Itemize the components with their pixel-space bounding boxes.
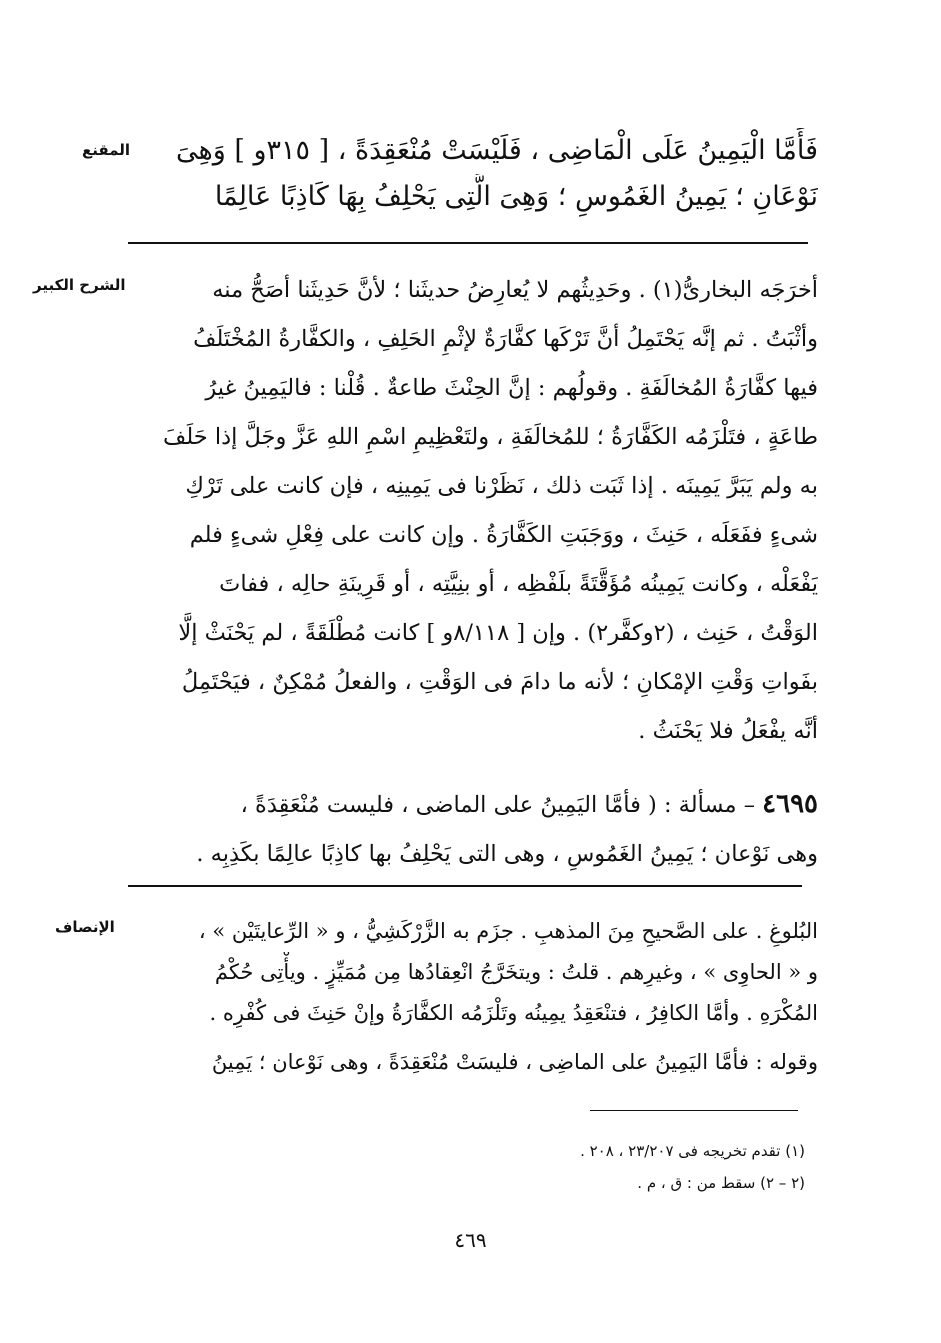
footnote-divider (590, 1110, 798, 1111)
sharh-line: طاعَةٍ ، فتَلْزَمُه الكَفَّارَةُ ؛ للمُخالَفَةِ ، ولتَعْظِيمِ اسْمِ اللهِ عَزَّ وجَلَّ إذا حَلَفَ (163, 424, 818, 450)
sharh-line: بفَواتِ وَقْتِ الإمْكانِ ؛ لأنه ما دامَ فى الوَقْتِ ، والفعلُ مُمْكِنٌ ، فيَحْتَمِلُ (181, 669, 818, 695)
masala-number: ٤٦٩٥ (762, 789, 818, 819)
masala-line: وهى نَوْعان ؛ يَمِينُ الغَمُوسِ ، وهى التى يَحْلِفُ بها كاذِبًا عالِمًا بكَذِبِه . (196, 841, 818, 867)
sharh-line: وأثْبَتُ . ثم إنَّه يَحْتَمِلُ أنَّ تَرْكَها كفَّارَةٌ لإثْمِ الحَلِفِ ، والكفَّارةُ المُخْتَلَفُ (193, 326, 818, 352)
sharh-line: الوَقْتُ ، حَنِث ، (٢وكفَّر٢) . وإن [ ٨/١١٨و ] كانت مُطْلَقَةً ، لم يَحْنَثْ إلَّا (178, 620, 818, 646)
insaf-line: المُكْرَهِ . وأمَّا الكافِرُ ، فتنْعَقِدُ يمِينُه وتَلْزَمُه الكفَّارَةُ وإنْ حَنِثَ فى كُفْرِه . (209, 1001, 818, 1025)
matn-line: نَوْعَانِ ؛ يَمِينُ الغَمُوسِ ؛ وَهِىَ الَّتِى يَحْلِفُ بِهَا كَاذِبًا عَالِمًا (214, 181, 818, 212)
insaf-line: البُلوغِ . على الصَّحيحِ مِنَ المذهبِ . جزَم به الزَّرْكَشِيُّ ، و « الرِّعايتَيْن » ، (198, 919, 818, 943)
insaf-divider (128, 885, 802, 887)
page-number: ٤٦٩ (454, 1228, 487, 1252)
masala-block (128, 780, 818, 879)
sharh-line: أخرَجَه البخارىُّ(١) . وحَدِيثُهم لا يُعارِضُ حديثَنا ؛ لأنَّ حَدِيثَنا أصَحُّ منه (212, 277, 818, 303)
footnotes (380, 1135, 805, 1199)
footnote: (١) تقدم تخريجه فى ٢٣/٢٠٧ ، ٢٠٨ . (580, 1142, 805, 1160)
sharh-block (128, 266, 818, 756)
masala-line (128, 780, 818, 830)
matn-block (128, 128, 818, 220)
label-muqni: المقنع (82, 141, 130, 159)
matn-line: فَأَمَّا الْيَمِينُ عَلَى الْمَاضِى ، فَلَيْسَتْ مُنْعَقِدَةً ، [ ٣١٥و ] وَهِىَ (175, 135, 818, 166)
masala-text: – مسألة : ( فأمَّا اليَمِينُ على الماضى ، فليست مُنْعَقِدَةً ، (240, 792, 755, 818)
label-insaf: الإنصاف (55, 918, 115, 936)
sharh-line: شىءٍ ففَعَلَه ، حَنِثَ ، ووَجَبَتِ الكَفَّارَةُ . وإن كانت على فِعْلِ شىءٍ فلم (189, 522, 818, 548)
footnote: (٢ – ٢) سقط من : ق ، م . (637, 1174, 805, 1192)
sharh-line: يَفْعَلْه ، وكانت يَمِينُه مُؤَقَّتَةً بلَفْظِه ، أو بنِيَّتِه ، أو قَرِينَةِ حالِه ، ففاتَ (219, 571, 818, 597)
insaf-line: وقوله : فأمَّا اليَمِينُ على الماضِى ، فليسَتْ مُنْعَقِدَةً ، وهى نَوْعان ؛ يَمِينُ (211, 1050, 818, 1074)
sharh-line: به ولم يَبَرَّ يَمِينَه . إذا ثَبَت ذلك ، نَظَرْنا فى يَمِينِه ، فإن كانت على تَرْكِ (185, 473, 818, 499)
matn-divider (128, 242, 808, 244)
sharh-line: أنَّه يفْعَلُ فلا يَحْنَثُ . (638, 718, 818, 744)
sharh-line: فيها كفَّارَةُ المُخالَفَةِ . وقولُهم : إنَّ الحِنْثَ طاعةٌ . قُلْنا : فاليَمِينُ غيرُ (205, 375, 818, 401)
insaf-block (128, 911, 818, 1083)
label-sharh: الشرح الكبير (33, 276, 126, 294)
insaf-line: و « الحاوِى » ، وغيرِهم . قلتُ : ويتخَرَّجُ انْعِقادُها مِن مُمَيِّزٍ . ويأْتِى حُكْمُ (214, 960, 818, 984)
